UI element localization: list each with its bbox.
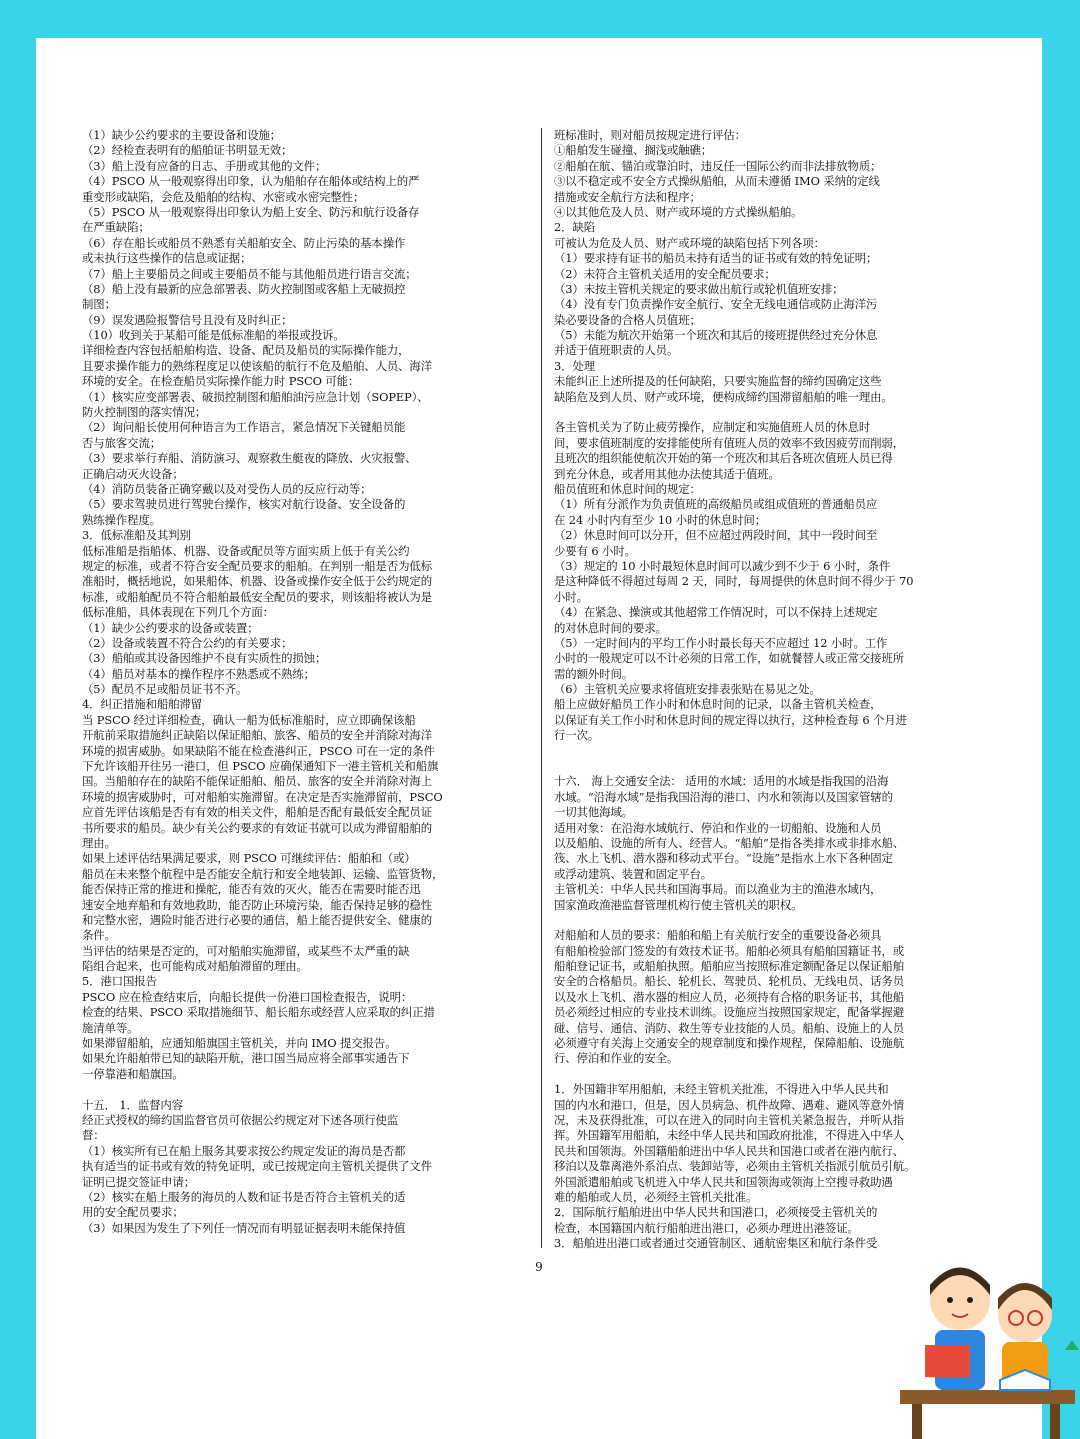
text-line: 以及水上飞机、潜水器的相应人员，必须持有合格的职务证书，其他船 [554,989,905,1004]
text-line: 开航前采取措施纠正缺陷以保证船舶、旅客、船员的安全并消除对海洋 [82,728,433,743]
text-line: 检查的结果、PSCO 采取措施细节、船长船东或经营人应采取的纠正措 [82,1005,435,1020]
text-line: 熟练操作程度。 [82,512,162,527]
text-line: 难的船舶或人员，必须经主管机关批准。 [554,1189,758,1204]
text-line: 低标准船是指船体、机器、设备或配员等方面实质上低于有关公约 [82,543,410,558]
text-line: （3）要求举行弃船、消防演习、观察救生艇夜的降放、火灾报警、 [82,451,417,466]
text-line: 准船时，概括地说，如果船体、机器、设备或操作安全低于公约规定的 [82,574,433,589]
text-line: （1）所有分派作为负责值班的高级船员或组成值班的普通船员应 [554,497,878,512]
right-text-column [554,128,1006,1252]
text-line: 标准，或船舶配员不符合船舶最低安全配员的要求，则该船将被认为是 [82,589,433,604]
text-line: 可被认为危及人员、财产或环境的缺陷包括下列各项： [554,235,825,250]
text-line: 国的内水和港口，但是，因人员病急、机件故障、遇难、避风等意外情 [554,1097,905,1112]
text-line [554,744,1006,759]
text-line: 以及船舶、设施的所有人、经营人。“船舶”是指各类排水或非排水船、 [554,835,905,850]
text-line: 施清单等。 [82,1020,139,1035]
text-line: 在 24 小时内有至少 10 小时的休息时间； [554,512,767,527]
text-line: 详细检查内容包括船舶构造、设备、配员及船员的实际操作能力， [82,343,410,358]
text-line [554,405,1006,420]
text-line: 水域。“沿海水域”是指我国沿海的港口、内水和领海以及国家管辖的 [554,789,893,804]
text-line: 适用对象：在沿海水域航行、停泊和作业的一切船舶、设施和人员 [554,820,882,835]
text-line: （5）PSCO 从一般观察得出印象认为船上安全、防污和航行设备存 [82,204,420,219]
text-line: 应首先评估该船是否有有效的相关文件，船舶是否配有最低安全配员证 [82,805,433,820]
text-line: ②船舶在航、锚泊或靠泊时，违反任一国际公约而非法排放物质； [554,158,882,173]
text-line: 安全的合格船员。船长、轮机长、驾驶员、轮机员、无线电员、话务员 [554,974,905,989]
text-line: 且班次的组织能使航次开始的第一个班次和其后各班次值班人员已得 [554,451,893,466]
text-line: （2）核实在船上服务的海员的人数和证书是否符合主管机关的适 [82,1189,406,1204]
text-line: 执有适当的证书或有效的特免证明，或已按规定向主管机关提供了文件 [82,1159,433,1174]
text-line: （4）没有专门负责操作安全航行、安全无线电通信或防止海洋污 [554,297,878,312]
text-line: 十五． 1．监督内容 [82,1097,183,1112]
text-line: 3．处理 [554,358,596,373]
text-line: 书所要求的船员。缺少有关公约要求的有效证书就可以成为滞留船舶的 [82,820,433,835]
text-line: 员必须经过相应的专业技术训练。设施应当按照国家规定，配备掌握避 [554,1005,905,1020]
children-reading-illustration [890,1240,1080,1439]
text-line: 况，未及获得批准，可以在进入的同时向主管机关紧急报告，并听从指 [554,1113,905,1127]
text-line: （8）船上没有最新的应急部署表、防火控制图或客船上无破损控 [82,281,406,296]
text-line [554,913,1006,928]
text-line: （4）PSCO 从一般观察得出印象，认为船舶存在船体或结构上的严 [82,174,420,189]
text-line: （5）配员不足或船员证书不齐。 [82,682,248,697]
text-line: 缺陷危及到人员、财产或环境，便构成缔约国滞留船舶的唯一理由。 [554,389,893,404]
text-line: （1）缺少公约要求的主要设备和设施； [82,128,282,142]
text-line: 或浮动建筑、装置和固定平台。 [554,866,713,881]
text-line: 否与旅客交流； [82,435,162,450]
text-line: 当评估的结果是否定的，可对船舶实施滞留，或某些不太严重的缺 [82,943,410,958]
text-line: 经正式授权的缔约国监督官员可依据公约规定对下述各项行使监 [82,1113,399,1127]
text-line: PSCO 应在检查结束后，向船长提供一份港口国检查报告，说明： [82,989,413,1004]
text-line: （2）询问船长使用何种语言为工作语言，紧急情况下关键船员能 [82,420,406,435]
document-page [36,38,1042,1439]
text-line: 用的安全配员要求； [82,1205,184,1220]
text-line: ④以其他危及人员、财产或环境的方式操纵船舶。 [554,204,803,219]
text-line: 如果上述评估结果满足要求，则 PSCO 可继续评估：船舶和（或） [82,851,416,866]
text-line: 十六． 海上交通安全法： 适用的水域：适用的水域是指我国的沿海 [554,774,889,789]
text-line: 在严重缺陷； [82,220,150,235]
left-text-column [82,128,530,1236]
text-line: 需的额外时间。 [554,666,634,681]
text-line: 规定的标准，或者不符合安全配员要求的船舶。在判别一船是否为低标 [82,558,433,573]
text-line: 移泊以及靠离港外系泊点、装卸站等，必须由主管机关指派引航员引航。 [554,1159,916,1174]
text-line: 检查，本国籍国内航行船舶进出港口，必须办理进出港签证。 [554,1220,859,1235]
text-line: （2）设备或装置不符合公约的有关要求； [82,635,293,650]
text-line: 染必要设备的合格人员值班； [554,312,701,327]
text-line: 条件。 [82,928,116,943]
text-line: 国。当船舶存在的缺陷不能保证船舶、船员、旅客的安全并消除对海上 [82,774,433,789]
text-line: 2．国际航行船舶进出中华人民共和国港口，必须接受主管机关的 [554,1205,878,1220]
text-line: 环境的安全。在检查船员实际操作能力时 PSCO 可能： [82,374,360,389]
text-line: 当 PSCO 经过详细检查，确认一船为低标准船时，应立即确保该船 [82,712,416,727]
text-line [554,759,1006,774]
text-line: 措施或安全航行方法和程序； [554,189,701,204]
text-line: 重变形或缺陷，会危及船舶的结构、水密或水密完整性； [82,189,365,204]
text-line: 如果允许船舶带已知的缺陷开航，港口国当局应将全部事实通告下 [82,1051,410,1066]
text-line: 正确启动灭火设备； [82,466,184,481]
text-line: ①船舶发生碰撞、搁浅或触礁； [554,143,713,158]
text-line: 一停靠港和船旗国。 [82,1066,184,1081]
text-line: 船员在未来整个航程中是否能安全航行和安全地装卸、运输、监管货物， [82,866,444,881]
text-line: （2）经检查表明有的船舶证书明显无效； [82,143,293,158]
text-line: （6）主管机关应要求将值班安排表张贴在易见之处。 [554,682,821,697]
text-line: 下允许该船开往另一港口，但 PSCO 应确保通知下一港主管机关和船旗 [82,759,439,774]
text-line: 船舶登记证书，或船舶执照。船舶应当按照标准定额配备足以保证船舶 [554,959,905,974]
text-line: （3）规定的 10 小时最短休息时间可以减少到不少于 6 小时，条件 [554,558,891,573]
text-line: 班标准时，则对船员按规定进行评估： [554,128,746,142]
text-line: （5）要求驾驶员进行驾驶台操作，核实对航行设备、安全设备的 [82,497,406,512]
text-line: 行一次。 [554,728,600,743]
text-line: 和完整水密，遇险时能否进行必要的通信，船上能否提供安全、健康的 [82,912,433,927]
text-line: （2）未符合主管机关适用的安全配员要求； [554,266,776,281]
text-line: 必须遵守有关海上交通安全的规章制度和操作规程，保障船舶、设施航 [554,1036,905,1051]
text-line: 主管机关：中华人民共和国海事局。而以渔业为主的渔港水域内， [554,882,882,897]
text-line: 5．港口国报告 [82,974,157,989]
text-line: 间，要求值班制度的安排能使所有值班人员的效率不致因疲劳而削弱， [554,435,905,450]
text-line: 一切其他海域。 [554,805,634,820]
text-line: 如果滞留船舶，应通知船旗国主管机关，并向 IMO 提交报告。 [82,1036,397,1051]
text-line: 各主管机关为了防止疲劳操作，应制定和实施值班人员的休息时 [554,420,871,435]
text-line: 3．船舶进出港口或者通过交通管制区、通航密集区和航行条件受 [554,1236,878,1251]
text-line: 能否保持正常的推进和操舵，能否有效的灭火，能否在需要时能否迅 [82,882,421,897]
text-line: （1）核实所有已在船上服务其要求按公约规定发证的海员是否都 [82,1143,406,1158]
text-line: 小时的一般规定可以不计必须的日常工作，如就餐替人或正常交接班所 [554,651,905,666]
text-line: 国家渔政渔港监督管理机构行使主管机关的职权。 [554,897,803,912]
text-line: （1）核实应变部署表、破损控制图和船舶油污应急计划（SOPEP）、 [82,389,429,404]
text-line: 且要求操作能力的熟练程度足以使该船的航行不危及船舶、人员、海洋 [82,358,433,373]
text-line: （9）误发遇险报警信号且没有及时纠正； [82,312,293,327]
text-line: （6）存在船长或船员不熟悉有关船舶安全、防止污染的基本操作 [82,235,406,250]
text-line: （4）消防员装备正确穿戴以及对受伤人员的反应行动等； [82,481,372,496]
text-line: 并适于值班职责的人员。 [554,343,679,358]
text-line: 以保证有关工作小时和休息时间的规定得以执行，这种检查每 6 个月进 [554,712,907,727]
text-line: 速安全地弃船和有效地救助，能否防止环境污染，能否保持足够的稳性 [82,897,433,912]
text-line: 4．纠正措施和船舶滞留 [82,697,203,712]
text-line: （3）未按主管机关规定的要求做出航行或轮机值班安排； [554,281,844,296]
text-line: 外国派遣船舶或飞机进入中华人民共和国领海或领海上空搜寻救助遇 [554,1174,893,1189]
text-line: （3）如果因为发生了下列任一情况而有明显证据表明未能保持值 [82,1220,406,1235]
text-line: 的对休息时间的要求。 [554,620,667,635]
text-line: 制图； [82,297,116,312]
text-line: 1．外国籍非军用船舶，未经主管机关批准，不得进入中华人民共和 [554,1082,889,1097]
text-line: 或未执行这些操作的信息或证据； [82,251,252,266]
page-number: 9 [535,1260,543,1274]
text-line: 是这种降低不得超过每周 2 天，同时，每周提供的休息时间不得少于 70 [554,574,914,589]
text-line: 督： [82,1128,105,1143]
text-line: （4）船员对基本的操作程序不熟悉或不熟练； [82,666,315,681]
text-line: 低标准船，具体表现在下列几个方面： [82,605,274,620]
text-line: （1）要求持有证书的船员未持有适当的证书或有效的特免证明； [554,251,878,266]
text-line: 3．低标准船及其判别 [82,528,191,543]
text-line: 对船舶和人员的要求：船舶和船上有关航行安全的重要设备必须具 [554,928,882,943]
text-line: 碰、信号、通信、消防、救生等专业技能的人员。船舶、设施上的人员 [554,1020,905,1035]
text-line: 少要有 6 小时。 [554,543,636,558]
text-line: （5）未能为航次开始第一个班次和其后的接班提供经过充分休息 [554,328,878,343]
column-divider [541,128,542,1248]
text-line: 理由。 [82,835,116,850]
text-line: （1）缺少公约要求的设备或装置； [82,620,259,635]
text-line: 证明已提交签证申请； [82,1174,195,1189]
text-line [554,1067,1006,1082]
text-line: （10）收到关于某船可能是低标准船的举报或投诉。 [82,328,345,343]
text-line: 未能纠正上述所提及的任何缺陷，只要实施监督的缔约国确定这些 [554,374,882,389]
text-line: 筏、水上飞机、潜水器和移动式平台。“设施”是指水上水下各种固定 [554,851,893,866]
text-line: 小时。 [554,589,588,604]
text-line: 民共和国领海。外国籍船舶进出中华人民共和国港口或者在港内航行、 [554,1143,905,1158]
text-line: 船员值班和休息时间的规定： [554,481,701,496]
text-line: （3）船舶或其设备因维护不良有实质性的损蚀； [82,651,327,666]
text-line: （7）船上主要船员之间或主要船员不能与其他船员进行语言交流； [82,266,417,281]
text-line: 到充分休息，或者用其他办法使其适于值班。 [554,466,780,481]
text-line: （5）一定时间内的平均工作小时最长每天不应超过 12 小时。工作 [554,635,888,650]
text-line: 船上应做好船员工作小时和休息时间的记录，以备主管机关检查， [554,697,882,712]
text-line: 有船舶检验部门签发的有效技术证书。船舶必须具有船舶国籍证书，或 [554,943,905,958]
text-line [82,1082,530,1097]
text-line: 陷组合起来，也可能构成对船舶滞留的理由。 [82,959,308,974]
text-line: ③以不稳定或不安全方式操纵船舶，从而未遵循 IMO 采纳的定线 [554,174,880,189]
text-line: 挥。外国籍军用船舶，未经中华人民共和国政府批准，不得进入中华人 [554,1128,905,1143]
text-line: （3）船上没有应备的日志、手册或其他的文件； [82,158,327,173]
text-line: 行、停泊和作业的安全。 [554,1051,679,1066]
text-line: （2）休息时间可以分开，但不应超过两段时间，其中一段时间至 [554,528,878,543]
text-line: 环境的损害威胁时，可对船舶实施滞留。在决定是否实施滞留前，PSCO [82,789,443,804]
text-line: 环境的损害威胁。如果缺陷不能在检查港纠正，PSCO 可在一定的条件 [82,743,435,758]
text-line: 2．缺陷 [554,220,596,235]
text-line: （4）在紧急、操演或其他超常工作情况时，可以不保持上述规定 [554,605,878,620]
text-line: 防火控制图的落实情况； [82,405,207,420]
